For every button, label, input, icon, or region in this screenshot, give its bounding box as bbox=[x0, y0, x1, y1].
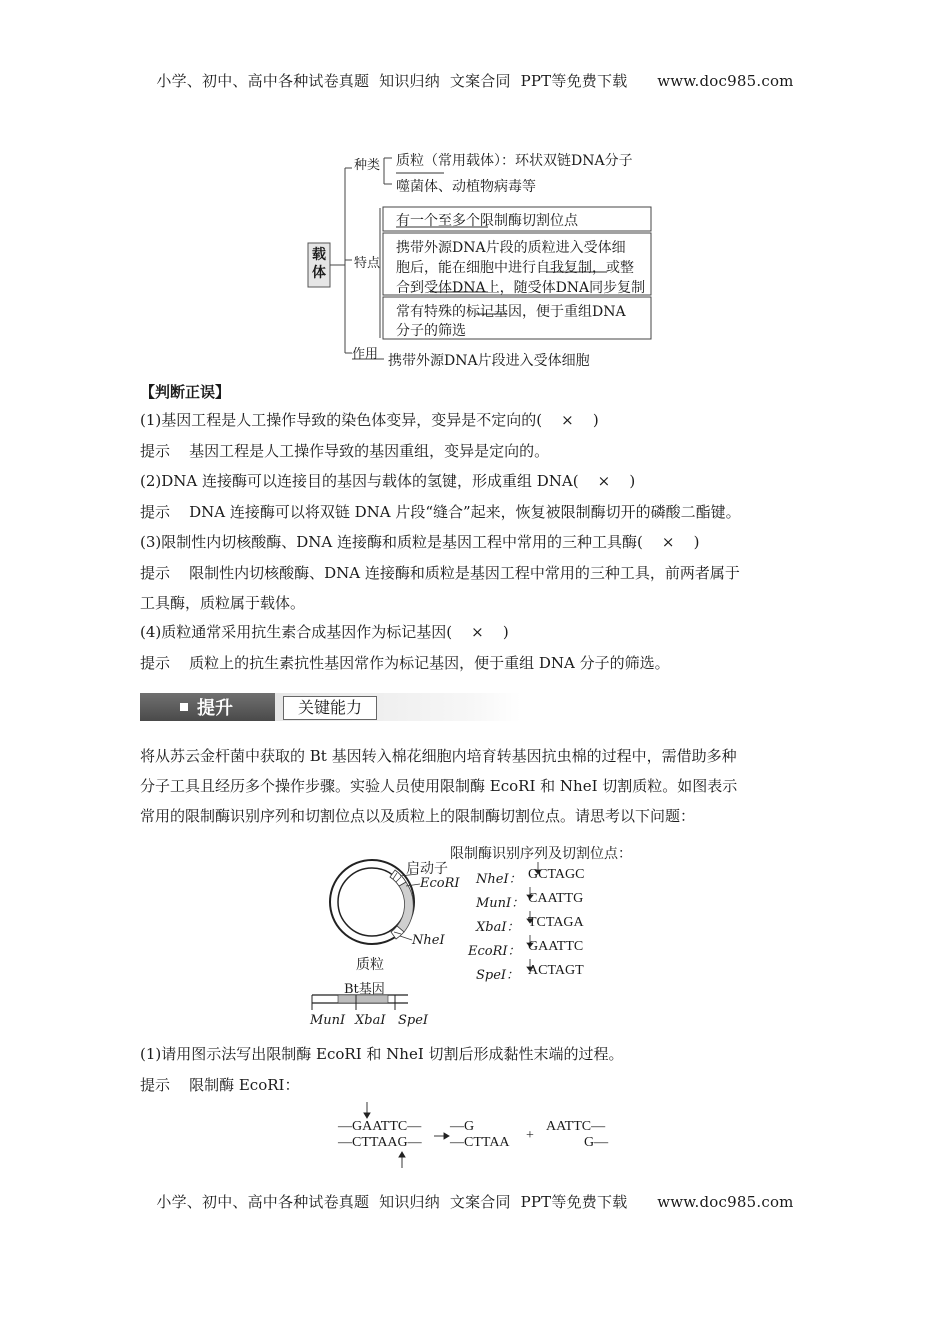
mindmap-features-label: 特点 bbox=[354, 256, 381, 271]
judge-question-2: (2)DNA 连接酶可以连接目的基因与载体的氢键，形成重组 DNA( × ) bbox=[140, 472, 636, 490]
mindmap-root: 载体 bbox=[312, 247, 326, 281]
enzyme-sequence: TCTAGA bbox=[528, 915, 584, 930]
enzyme-name: MunⅠ： bbox=[476, 896, 525, 911]
enzyme-name: EcoRⅠ： bbox=[468, 944, 521, 959]
cut-top-mid: —G bbox=[450, 1119, 475, 1134]
mindmap-feature-replication-2: 胞后，能在细胞中进行自我复制，或整 bbox=[396, 260, 634, 276]
mindmap-kind-phage: 噬菌体、动植物病毒等 bbox=[396, 179, 536, 195]
judge-question-1: (1)基因工程是人工操作导致的染色体变异，变异是不定向的( × ) bbox=[140, 411, 599, 429]
judge-hint-4: 提示 质粒上的抗生素抗性基因常作为标记基因，便于重组 DNA 分子的筛选。 bbox=[140, 654, 670, 672]
enzyme-sequence: GCTAGC bbox=[528, 867, 585, 882]
banner-title: 提升 bbox=[197, 698, 233, 719]
mindmap-function-label: 作用 bbox=[352, 347, 379, 362]
gene-site-xba: XbaⅠ bbox=[355, 1013, 386, 1028]
enzyme-sequence: ACTAGT bbox=[528, 963, 584, 978]
enzyme-sequence: CAATTG bbox=[528, 891, 584, 906]
banner-square-icon bbox=[180, 703, 188, 711]
mindmap-feature-marker-1: 常有特殊的标记基因，便于重组DNA bbox=[396, 304, 626, 320]
judge-question-4: (4)质粒通常采用抗生素合成基因作为标记基因( × ) bbox=[140, 623, 509, 641]
promoter-label: 启动子 bbox=[406, 861, 448, 877]
judge-hint-1: 提示 基因工程是人工操作导致的基因重组，变异是定向的。 bbox=[140, 442, 550, 460]
enzyme-name: SpeⅠ： bbox=[476, 968, 520, 983]
judge-hint-3a: 提示 限制性内切核酸酶、DNA 连接酶和质粒是基因工程中常用的三种工具，前两者属于 bbox=[140, 564, 740, 582]
bt-gene-label: Bt基因 bbox=[344, 982, 385, 997]
cut-bottom-right: G— bbox=[584, 1135, 609, 1150]
banner-subtitle: 关键能力 bbox=[283, 696, 377, 720]
plasmid-nhei-label: NheⅠ bbox=[412, 933, 445, 948]
cut-top-left: —GAATTC— bbox=[338, 1119, 422, 1134]
enzyme-table-title: 限制酶识别序列及切割位点： bbox=[450, 846, 632, 862]
page-footer: 小学、初中、高中各种试卷真题 知识归纳 文案合同 PPT等免费下载 www.doc985.com bbox=[156, 1193, 794, 1211]
mindmap-feature-sites: 有一个至多个限制酶切割位点 bbox=[396, 213, 578, 229]
mindmap-kinds-label: 种类 bbox=[354, 158, 381, 173]
cut-plus: + bbox=[526, 1128, 534, 1143]
intro-line-2: 分子工具且经历多个操作步骤。实验人员使用限制酶 EcoRⅠ 和 NheⅠ 切割质粒。如图表示 bbox=[140, 777, 738, 795]
enzyme-name: NheⅠ： bbox=[476, 872, 522, 887]
mindmap-feature-replication-1: 携带外源DNA片段的质粒进入受体细 bbox=[396, 240, 626, 256]
mindmap-function-text: 携带外源DNA片段进入受体细胞 bbox=[388, 353, 590, 369]
cut-bottom-mid: —CTTAA bbox=[450, 1135, 510, 1150]
page-header: 小学、初中、高中各种试卷真题 知识归纳 文案合同 PPT等免费下载 www.doc985.com bbox=[156, 72, 794, 90]
plasmid-label: 质粒 bbox=[356, 957, 384, 973]
enzyme-sequence: GAATTC bbox=[528, 939, 584, 954]
cut-top-right: AATTC— bbox=[546, 1119, 606, 1134]
intro-line-1: 将从苏云金杆菌中获取的 Bt 基因转入棉花细胞内培育转基因抗虫棉的过程中，需借助多种 bbox=[140, 747, 737, 765]
judge-question-3: (3)限制性内切核酸酶、DNA 连接酶和质粒是基因工程中常用的三种工具酶( × ) bbox=[140, 533, 700, 551]
cut-bottom-left: —CTTAAG— bbox=[338, 1135, 422, 1150]
mindmap-feature-marker-2: 分子的筛选 bbox=[396, 323, 466, 339]
intro-line-3: 常用的限制酶识别序列和切割位点以及质粒上的限制酶切割位点。请思考以下问题： bbox=[140, 807, 696, 825]
judge-hint-2: 提示 DNA 连接酶可以将双链 DNA 片段“缝合”起来，恢复被限制酶切开的磷酸二酯键。 bbox=[140, 503, 741, 521]
judge-hint-3b: 工具酶，质粒属于载体。 bbox=[140, 594, 306, 612]
enzyme-name: XbaⅠ： bbox=[476, 920, 520, 935]
question-1: (1)请用图示法写出限制酶 EcoRⅠ 和 NheⅠ 切割后形成黏性末端的过程。 bbox=[140, 1045, 624, 1063]
mindmap-kind-plasmid: 质粒（常用载体）：环状双链DNA分子 bbox=[396, 153, 633, 169]
judge-title: 【判断正误】 bbox=[140, 383, 231, 401]
question-1-hint: 提示 限制酶 EcoRⅠ： bbox=[140, 1076, 300, 1094]
plasmid-ecori-label: EcoRⅠ bbox=[420, 876, 460, 891]
gene-site-mun: MunⅠ bbox=[310, 1013, 346, 1028]
mindmap-feature-replication-3: 合到受体DNA上，随受体DNA同步复制 bbox=[396, 280, 646, 296]
gene-site-spe: SpeⅠ bbox=[398, 1013, 429, 1028]
